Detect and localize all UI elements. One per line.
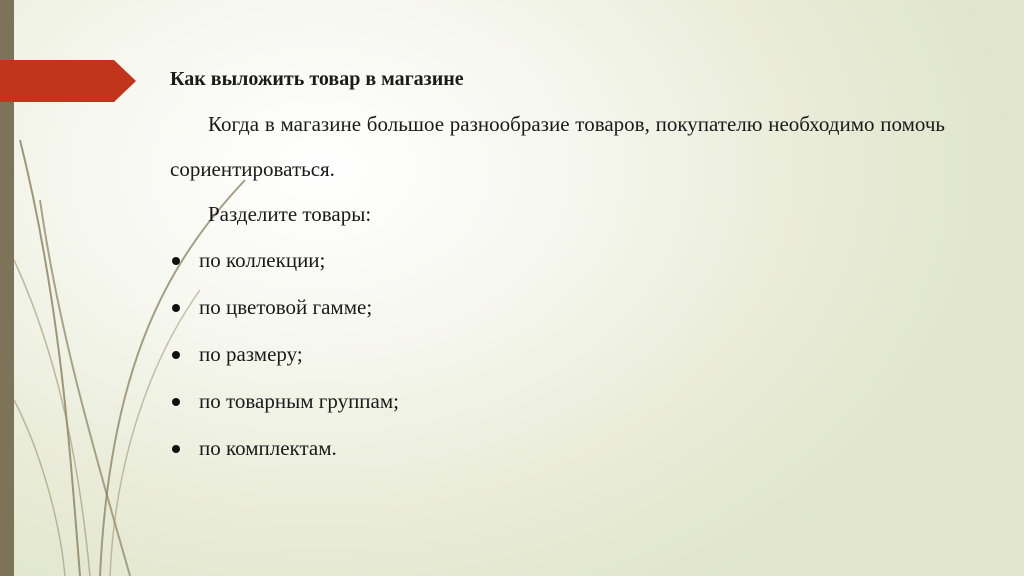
intro-paragraph: Когда в магазине большое разнообразие товаров, покупателю необходимо помочь сориентироваться.	[170, 112, 945, 181]
bullet-dot-icon	[172, 304, 180, 312]
bullet-text: по коллекции;	[199, 248, 326, 272]
slide-title: Как выложить товар в магазине	[170, 68, 464, 90]
bullet-dot-icon	[172, 445, 180, 453]
list-item	[170, 331, 945, 378]
list-item	[170, 237, 945, 284]
bullet-list	[170, 237, 945, 472]
list-item	[170, 378, 945, 425]
bullet-text: по размеру;	[199, 342, 303, 366]
red-arrow-marker	[0, 60, 136, 102]
bullet-dot-icon	[172, 398, 180, 406]
list-item	[170, 425, 945, 472]
bullet-dot-icon	[172, 351, 180, 359]
instruction-text: Разделите товары:	[208, 202, 372, 226]
bullet-text: по товарным группам;	[199, 389, 399, 413]
slide-content	[170, 64, 945, 472]
bullet-text: по цветовой гамме;	[199, 295, 373, 319]
bullet-text: по комплектам.	[199, 436, 337, 460]
bullet-dot-icon	[172, 257, 180, 265]
list-item	[170, 284, 945, 331]
